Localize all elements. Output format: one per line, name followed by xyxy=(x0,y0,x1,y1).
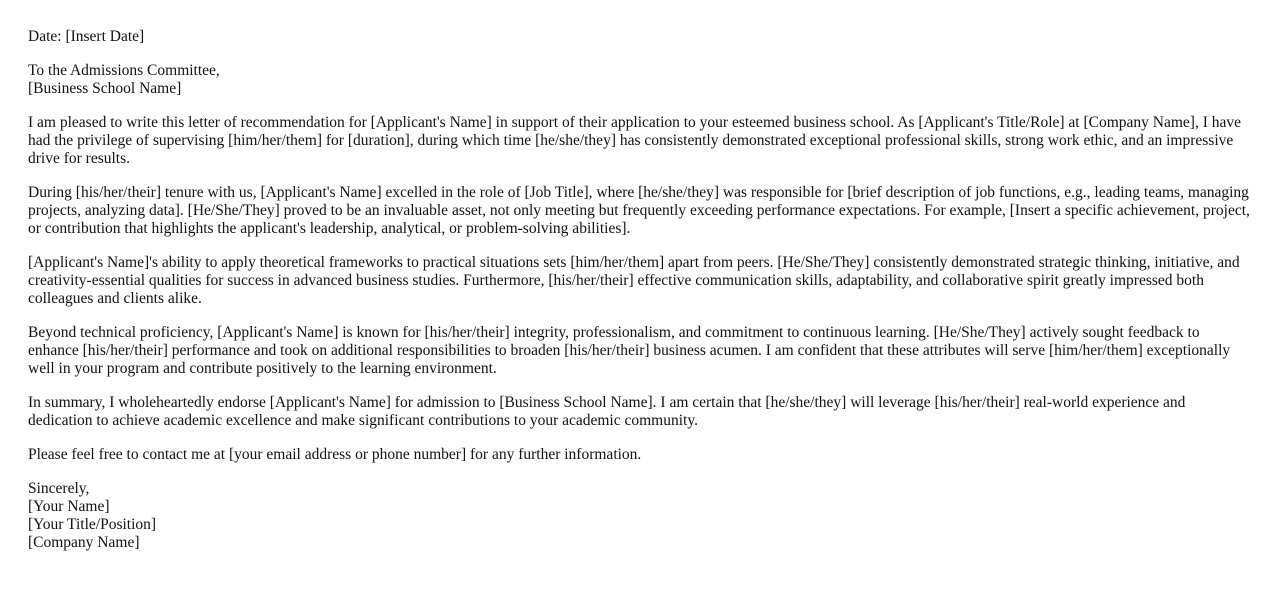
recipient-block xyxy=(28,62,1253,98)
recommendation-letter xyxy=(28,28,1253,568)
body-paragraph-contact: Please feel free to contact me at [your email address or phone number] for any further information. xyxy=(28,446,642,463)
signature-block xyxy=(28,480,1253,552)
recipient-line: To the Admissions Committee, xyxy=(28,62,220,79)
body-paragraph-tenure: During [his/her/their] tenure with us, [Applicant's Name] excelled in the role of [Job Title], where [he/she/they] was responsible for [brief description of job functions, e.g., leading teams, managing projects, analyzing data]. [He/She/They] proved to be an invaluable asset, not only meeting but frequently exceeding performance expectations. For example, [Insert a specific achievement, project, or contribution that highlights the applicant's leadership, analytical, or problem-solving abilities]. xyxy=(28,184,1250,237)
body-paragraph-summary: In summary, I wholeheartedly endorse [Applicant's Name] for admission to [Business School Name]. I am certain that [he/she/they] will leverage [his/her/their] real-world experience and dedication to achieve academic excellence and make significant contributions to your academic community. xyxy=(28,394,1186,429)
signer-title: [Your Title/Position] xyxy=(28,516,157,533)
closing-salutation: Sincerely, xyxy=(28,480,90,497)
body-paragraph-intro: I am pleased to write this letter of recommendation for [Applicant's Name] in support of their application to your esteemed business school. As [Applicant's Title/Role] at [Company Name], I have had the privilege of supervising [him/her/them] for [duration], during which time [he/she/they] has consistently demonstrated exceptional professional skills, strong work ethic, and an impressive drive for results. xyxy=(28,114,1242,167)
body-paragraph-character: Beyond technical proficiency, [Applicant's Name] is known for [his/her/their] integrity, professionalism, and commitment to continuous learning. [He/She/They] actively sought feedback to enhance [his/her/their] performance and took on additional responsibilities to broaden [his/her/their] business acumen. I am confident that these attributes will serve [him/her/them] exceptionally well in your program and contribute positively to the learning environment. xyxy=(28,324,1231,377)
signer-company: [Company Name] xyxy=(28,534,140,551)
recipient-school: [Business School Name] xyxy=(28,80,182,97)
body-paragraph-abilities: [Applicant's Name]'s ability to apply theoretical frameworks to practical situations sets [him/her/them] apart from peers. [He/She/They] consistently demonstrated strategic thinking, initiative, and creativity-essential qualities for success in advanced business studies. Furthermore, [his/her/their] effective communication skills, adaptability, and collaborative spirit greatly impressed both colleagues and clients alike. xyxy=(28,254,1240,307)
signer-name: [Your Name] xyxy=(28,498,110,515)
letter-date: Date: [Insert Date] xyxy=(28,28,145,45)
